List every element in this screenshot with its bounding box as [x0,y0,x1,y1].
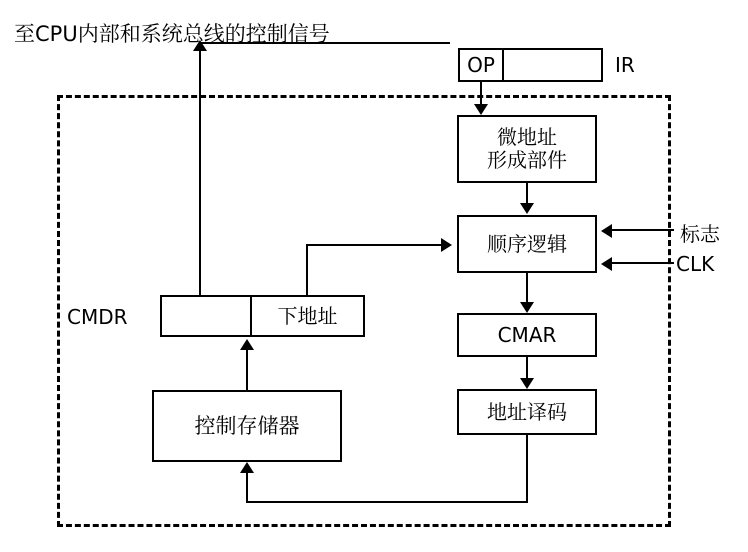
flag-input-label: 标志 [680,222,720,246]
microaddress-formation-line1: 微地址 [497,125,557,149]
connector-nextaddress-right [306,244,441,246]
connector-microaddress-to-sequence [526,183,528,203]
control-store-label: 控制存储器 [194,413,300,438]
connector-note-vertical [199,42,201,292]
arrowhead-decode-to-control-store [240,462,254,473]
arrowhead-cmar-to-decode [520,378,534,389]
arrowhead-nextaddress-to-sequence [441,238,452,252]
ir-op-label: OP [467,52,495,77]
connector-decode-up-to-store [246,473,248,503]
address-decode-box [457,389,597,435]
next-address-field [250,295,365,337]
connector-cmar-to-decode [526,357,528,378]
ir-op-field [458,48,504,82]
connector-decode-down [526,435,528,503]
connector-sequence-to-cmar [526,273,528,302]
arrowhead-store-to-cmdr [240,339,254,350]
connector-decode-left [246,501,528,503]
arrowhead-ir-to-microaddress [474,104,488,115]
connector-nextaddress-up [306,245,308,297]
sequence-logic-label: 顺序逻辑 [487,231,567,256]
clk-input-label: CLK [676,252,715,276]
connector-clk-input [612,262,674,264]
sequence-logic-box [457,215,597,273]
ir-label: IR [615,53,635,77]
arrowhead-sequence-to-cmar [520,302,534,313]
connector-store-to-cmdr [246,350,248,390]
connector-ir-to-microaddress [480,82,482,104]
next-address-label: 下地址 [277,303,338,328]
arrowhead-clk-input [601,257,612,271]
microaddress-formation-box [457,115,597,183]
address-decode-label: 地址译码 [487,399,567,424]
cmdr-label: CMDR [67,305,128,329]
microaddress-formation-line2: 形成部件 [487,148,567,172]
control-signal-note: 至CPU内部和系统总线的控制信号 [14,22,330,46]
arrowhead-flag-input [601,224,612,238]
control-store-box [152,390,342,462]
connector-flag-input [612,229,674,231]
arrowhead-microaddress-to-sequence [520,203,534,214]
microaddress-formation-label [487,126,567,172]
cmar-label: CMAR [497,322,557,347]
cmar-box [457,313,597,357]
